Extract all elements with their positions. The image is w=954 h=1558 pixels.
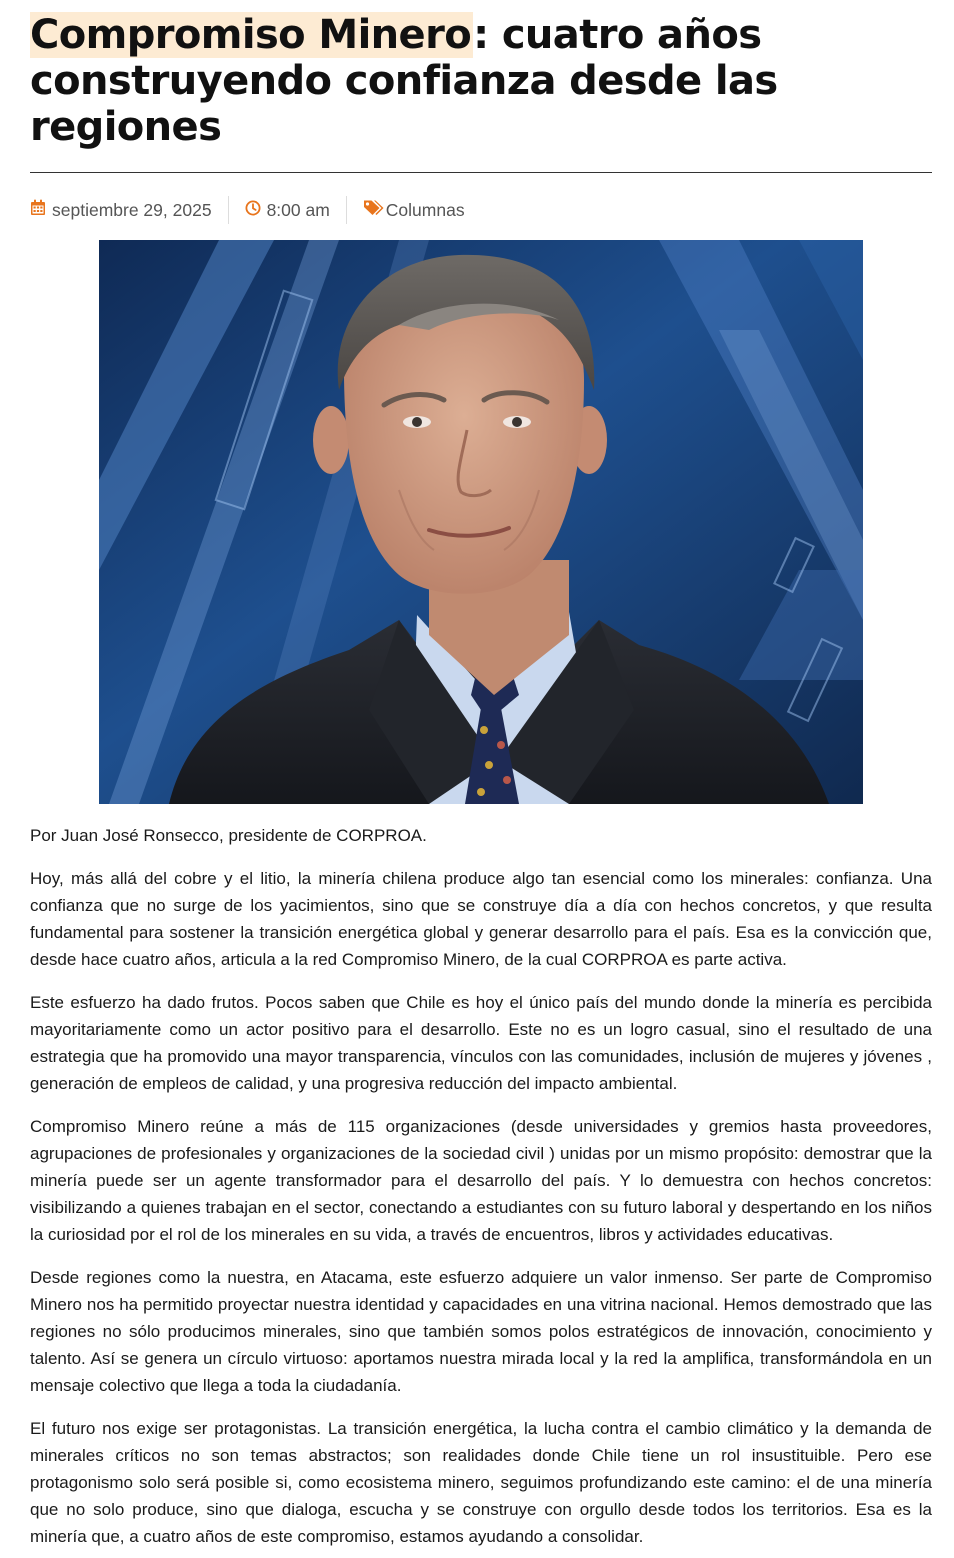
meta-separator bbox=[228, 196, 229, 224]
title-highlight: Compromiso Minero bbox=[30, 12, 472, 58]
title-rest: : cuatro años construyendo confianza desde las regiones bbox=[30, 12, 778, 150]
post-meta bbox=[30, 196, 932, 224]
paragraph: El futuro nos exige ser protagonistas. La transición energética, la lucha contra el cambio climático y la demanda de minerales críticos no son temas abstractos; son realidades donde Chile tiene un rol insustituible. Pero ese protagonismo solo será posible si, como ecosistema minero, seguimos profundizando este camino: el de una minería que no solo produce, sino que dialoga, escucha y se construye con orgullo desde todos los territorios. Esa es la minería que, a cuatro años de este compromiso, estamos ayudando a consolidar. bbox=[30, 1419, 932, 1546]
title-divider bbox=[30, 172, 932, 173]
paragraph: Este esfuerzo ha dado frutos. Pocos saben que Chile es hoy el único país del mundo donde la minería es percibida mayoritariamente como un actor positivo para el desarrollo. Este no es un logro casual, sino el resultado de una estrategia que ha promovido una mayor transparencia, vínculos con las comunidades, inclusión de mujeres y jóvenes , generación de empleos de calidad, y una progresiva reducción del impacto ambiental. bbox=[30, 993, 932, 1093]
tags-icon bbox=[363, 199, 385, 221]
post-time-text: 8:00 am bbox=[266, 199, 330, 220]
calendar-icon bbox=[30, 199, 46, 221]
article-title bbox=[30, 12, 932, 150]
meta-separator bbox=[346, 196, 347, 224]
byline: Por Juan José Ronsecco, presidente de CORPROA. bbox=[30, 826, 427, 845]
clock-icon bbox=[245, 200, 261, 221]
post-time bbox=[245, 196, 330, 224]
post-date bbox=[30, 196, 212, 224]
post-category-link[interactable]: Columnas bbox=[385, 199, 465, 220]
paragraph: Desde regiones como la nuestra, en Atacama, este esfuerzo adquiere un valor inmenso. Ser parte de Compromiso Minero nos ha permitido proyectar nuestra identidad y capacidades en una vitrina nacional. Hemos demostrado que las regiones no sólo producimos minerales, sino que también somos polos estratégicos de innovación, conocimiento y talento. Así se genera un círculo virtuoso: aportamos nuestra mirada local y la red la amplifica, transformándola en un mensaje colectivo que llega a toda la ciudadanía. bbox=[30, 1268, 932, 1395]
article bbox=[30, 0, 932, 1550]
article-body bbox=[30, 865, 932, 1550]
paragraph: Compromiso Minero reúne a más de 115 organizaciones (desde universidades y gremios hasta proveedores, agrupaciones de profesionales y organizaciones de la sociedad civil ) unidas por un mismo propósito: demostrar que la minería puede ser un agente transformador para el desarrollo del país. Y lo demuestra con hechos concretos: visibilizando a quienes trabajan en el sector, conectando a estudiantes con su futuro laboral y despertando en los niños la curiosidad por el rol de los minerales en su vida, a través de encuentros, libros y actividades educativas. bbox=[30, 1117, 932, 1244]
paragraph: Hoy, más allá del cobre y el litio, la minería chilena produce algo tan esencial como los minerales: confianza. Una confianza que no surge de los yacimientos, sino que se construye día a día con hechos concretos, y que resulta fundamental para sostener la transición energética global y generar desarrollo para el país. Esa es la convicción que, desde hace cuatro años, articula a la red Compromiso Minero, de la cual CORPROA es parte activa. bbox=[30, 869, 932, 969]
post-date-text: septiembre 29, 2025 bbox=[52, 199, 212, 220]
portrait-photo bbox=[99, 240, 863, 804]
featured-image bbox=[99, 240, 863, 804]
post-category[interactable] bbox=[363, 196, 465, 224]
